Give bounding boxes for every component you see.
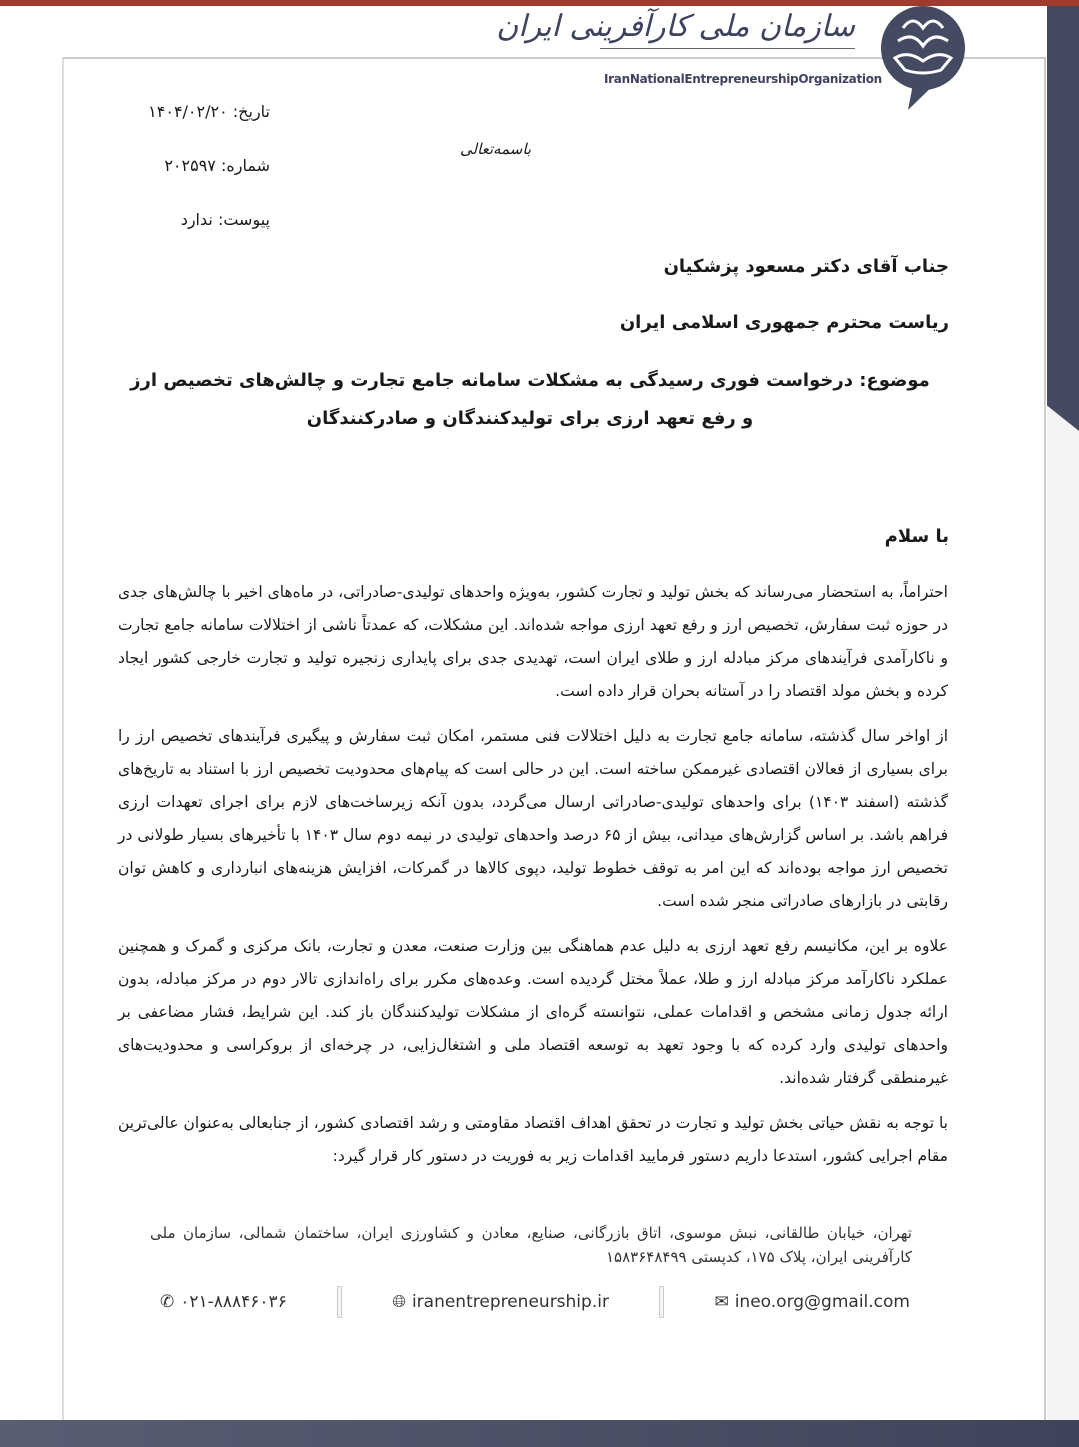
body-paragraph: احتراماً، به استحضار می‌رساند که بخش تولید و تجارت کشور، به‌ویژه واحدهای تولیدی-صادراتی، در ماه‌های اخیر با چالش‌های جدی در حوزه ثبت سفارش، تخصیص ارز و رفع تعهد ارزی مواجه شده‌اند. این مشکلات، که عمدتاً ناشی از اختلالات سامانه جامع تجارت و ناکارآمدی فرآیندهای مرکز مبادله ارز و طلای ایران است، تهدیدی جدی برای پایداری زنجیره تولید و تجارت خارجی کشور ایجاد کرده و بخش مولد اقتصاد را در آستانه بحران قرار داده است. [118,583,948,700]
body-paragraph: از اواخر سال گذشته، سامانه جامع تجارت به دلیل اختلالات فنی مستمر، امکان ثبت سفارش و پیگیری فرآیندهای تخصیص ارز را برای بسیاری از فعالان اقتصادی غیرممکن ساخته است. این در حالی است که پیام‌های محدودیت تخصیص ارز با استناد به تاریخ‌های گذشته (اسفند ۱۴۰۳) برای واحدهای تولیدی-صادراتی ارسال می‌گردد، بدون آنکه زیرساخت‌های لازم برای اجرای تعهدات ارزی فراهم باشد. بر اساس گزارش‌های میدانی، بیش از ۶۵ درصد واحدهای تولیدی در نیمه دوم سال ۱۴۰۳ با تأخیرهای بسیار طولانی در تخصیص ارز مواجه بوده‌اند که این امر به توقف خطوط تولید، دپوی کالاها در گمرکات، افزایش هزینه‌های انبارداری و کاهش توان رقابتی در بازارهای صادراتی منجر شده است. [118,727,949,910]
greeting: با سلام [884,526,949,547]
letter-subject: موضوع: درخواست فوری رسیدگی به مشکلات سامانه جامع تجارت و چالش‌های تخصیص ارز و رفع تعهد ارزی برای تولیدکنندگان و صادرکنندگان [130,370,930,429]
footer-email [714,1292,910,1312]
side-navy-panel [1047,6,1079,431]
footer-phone [160,1292,287,1312]
mail-icon: ✉ [714,1292,729,1312]
letter-number: شماره: ۲۰۲۵۹۷ [164,156,270,175]
recipient-name: جناب آقای دکتر مسعود پزشکیان [663,256,949,277]
basmala: باسمه‌تعالی [460,140,532,158]
letter-date: تاریخ: ۱۴۰۴/۰۲/۲۰ [148,102,270,121]
website-link[interactable]: iranentrepreneurship.ir [411,1292,609,1312]
email-link[interactable]: ineo.org@gmail.com [734,1292,910,1312]
bottom-bar [0,1420,1079,1447]
logo-english-text: IranNationalEntrepreneurshipOrganization [604,72,882,86]
logo-persian-text: سازمان ملی کارآفرینی ایران [600,6,855,49]
letter-body [118,576,948,1185]
footer-contacts [160,1285,910,1319]
footer-website [392,1292,609,1312]
body-paragraph: علاوه بر این، مکانیسم رفع تعهد ارزی به دلیل عدم هماهنگی بین وزارت صنعت، معدن و تجارت، بانک مرکزی و گمرک و همچنین عملکرد ناکارآمد مرکز مبادله ارز و طلا، عملاً مختل گردیده است. وعده‌های مکرر برای راه‌اندازی تالار دوم در مرکز مبادله، بدون ارائه جدول زمانی مشخص و اقدامات عملی، نتوانسته گره‌ای از مشکلات تولیدکنندگان باز کند. این شرایط، فشار مضاعفی بر واحدهای تولیدی وارد کرده که با وجود تعهد به توسعه اقتصاد ملی و اشتغال‌زایی، در چرخه‌ای از بروکراسی و محدودیت‌های غیرمنطقی گرفتار شده‌اند. [118,937,948,1087]
phone-icon: ✆ [160,1292,175,1312]
recipient-title: ریاست محترم جمهوری اسلامی ایران [619,312,949,333]
globe-icon: 🌐︎ [392,1292,406,1312]
footer-address: تهران، خیابان طالقانی، نبش موسوی، اتاق بازرگانی، صنایع، معادن و کشاورزی ایران، ساختمان شمالی، سازمان ملی کارآفرینی ایران، پلاک ۱۷۵، کدپستی ۱۵۸۳۶۴۸۴۹۹ [150,1224,912,1266]
handshake-leaves-icon [873,6,973,110]
body-paragraph: با توجه به نقش حیاتی بخش تولید و تجارت در تحقق اهداف اقتصاد مقاومتی و رشد اقتصادی کشور، از جنابعالی به‌عنوان عالی‌ترین مقام اجرایی کشور، استدعا داریم دستور فرمایید اقدامات زیر به فوریت در دستور کار قرار گیرد: [118,1114,948,1165]
letter-content-flow [118,576,948,1319]
divider [659,1286,664,1318]
divider [337,1286,342,1318]
phone-number: ۰۲۱-۸۸۸۴۶۰۳۶ [180,1292,287,1312]
letter-attachment: پیوست: ندارد [180,210,270,229]
